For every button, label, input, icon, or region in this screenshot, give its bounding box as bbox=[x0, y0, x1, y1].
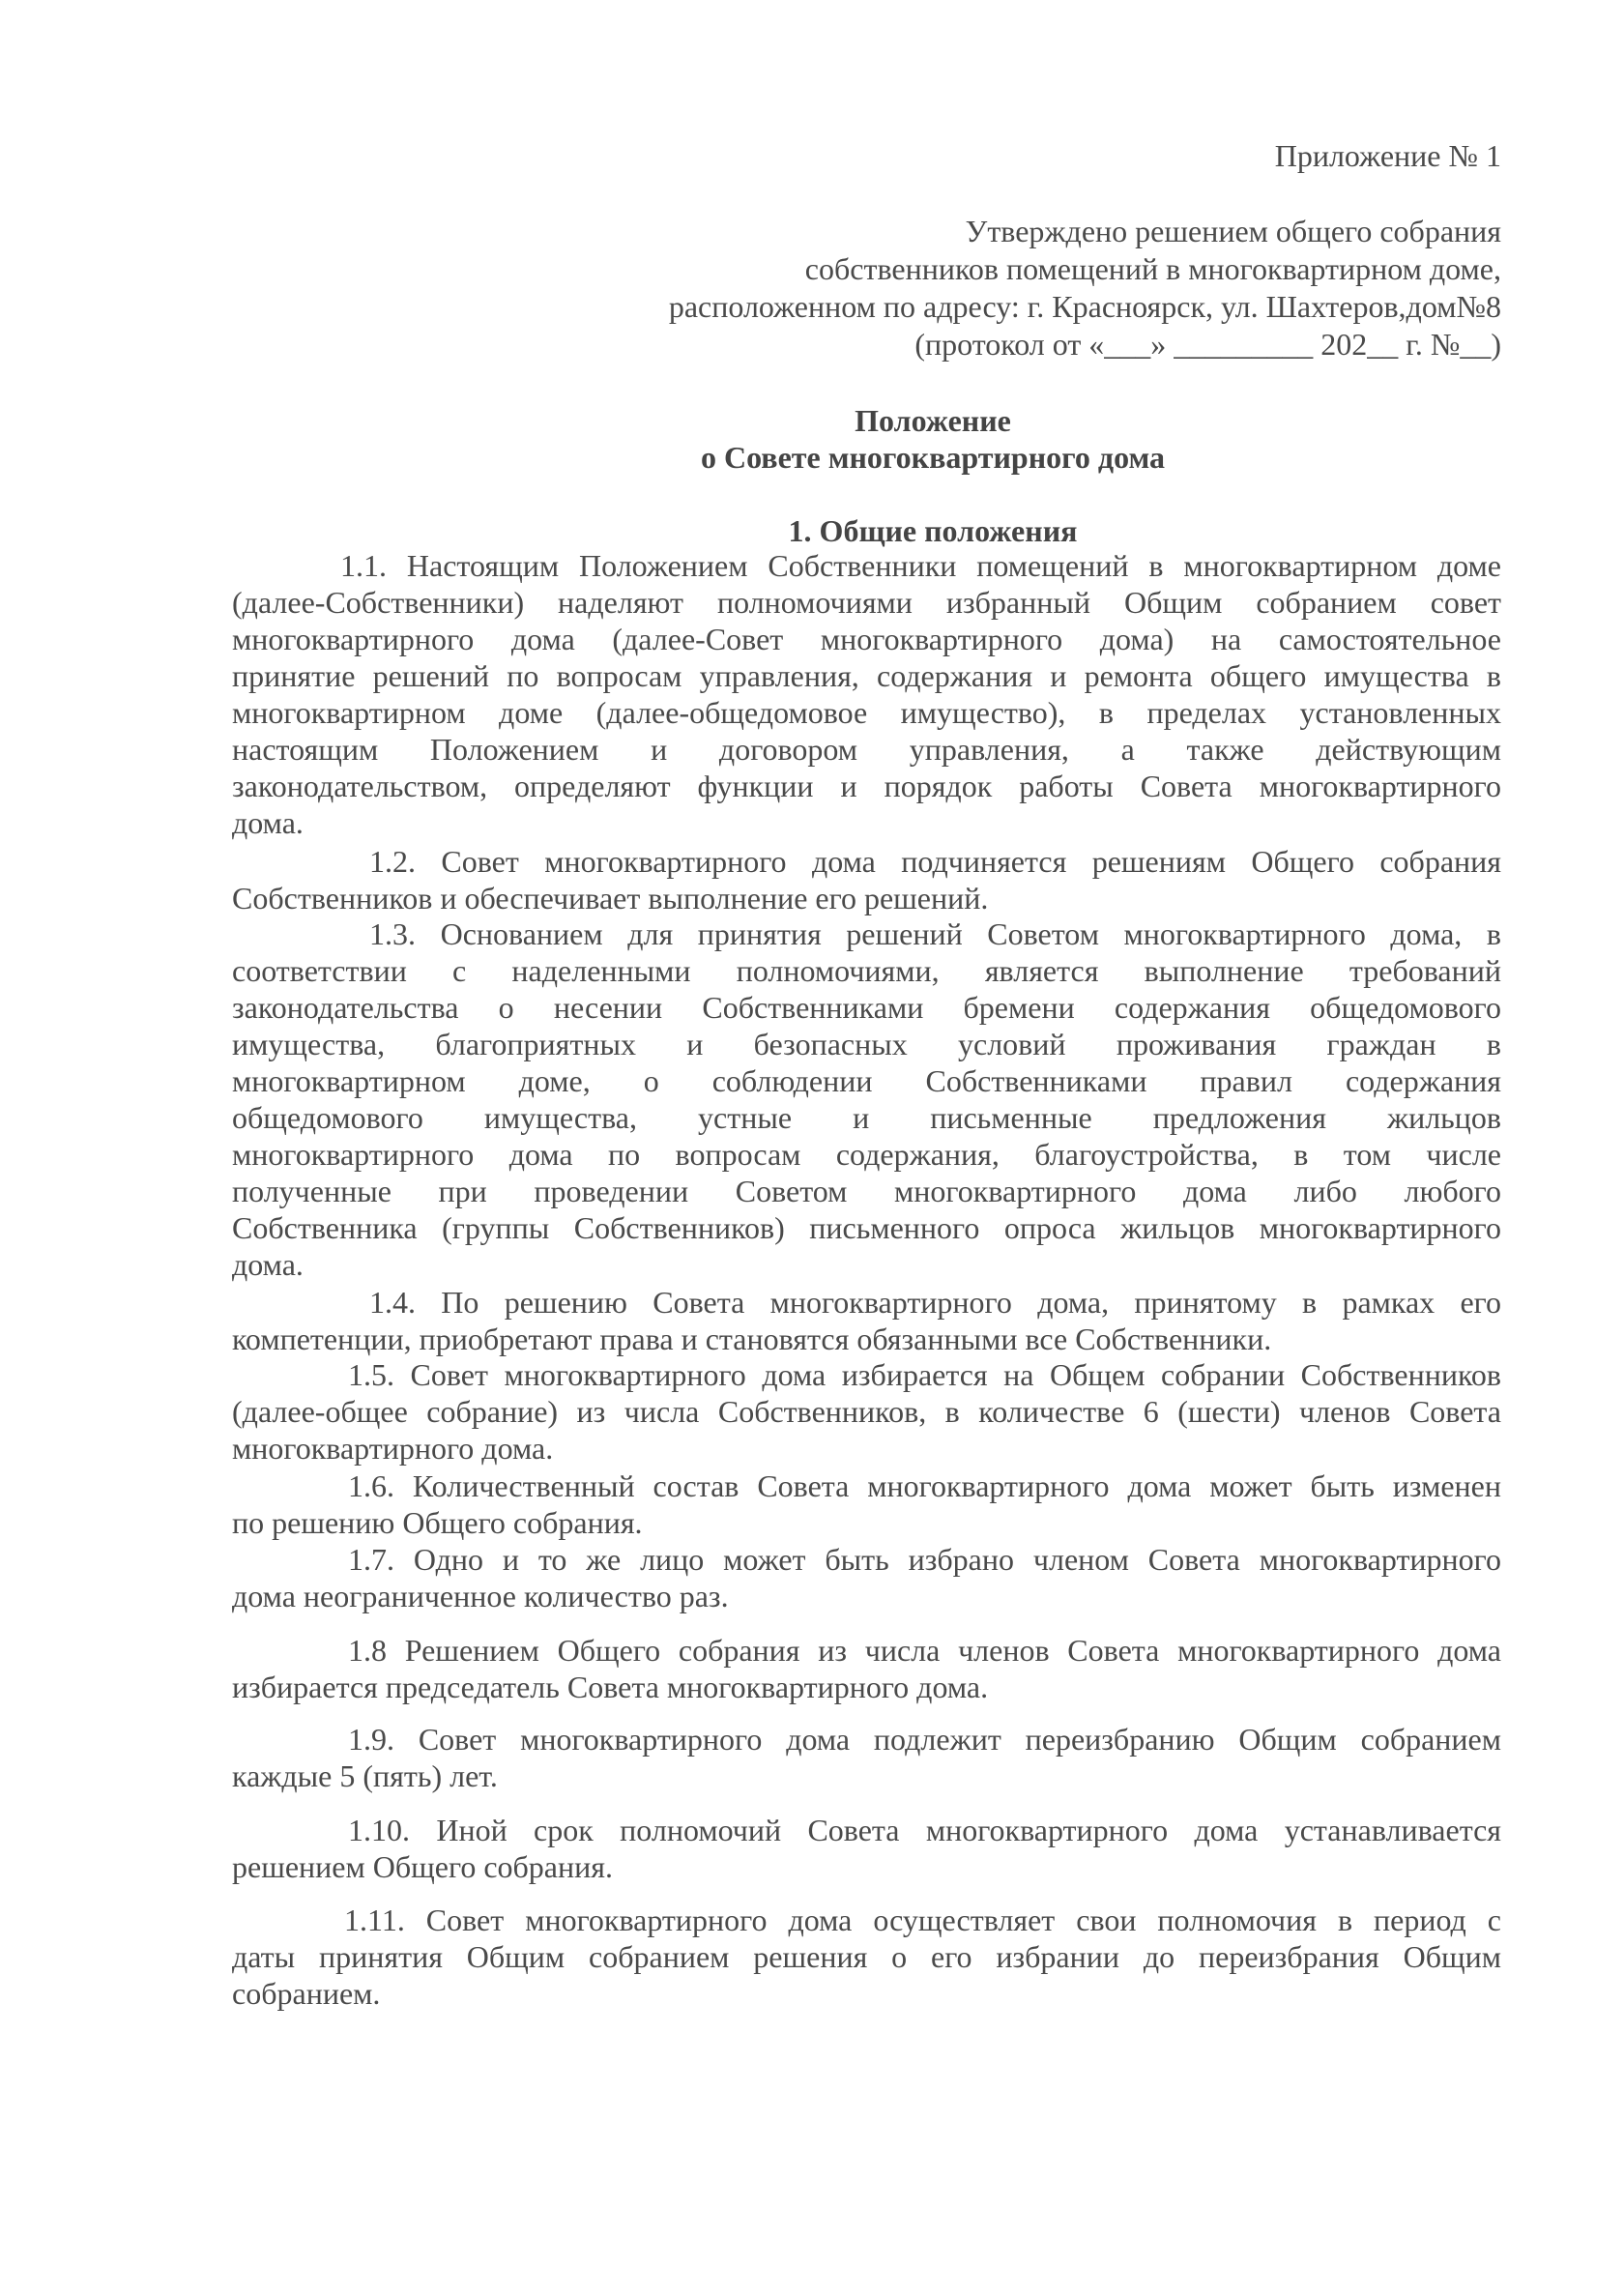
paragraph-line: многоквартирном доме, о соблюдении Собственниками правил содержания bbox=[232, 1063, 1501, 1098]
section-heading: 1. Общие положения bbox=[788, 513, 1078, 548]
paragraph bbox=[232, 1467, 1501, 1541]
paragraph-line: по решению Общего собрания. bbox=[232, 1505, 643, 1540]
paragraph-line: дома. bbox=[232, 1247, 304, 1282]
approval-line: Утверждено решением общего собрания bbox=[965, 214, 1501, 248]
approval-line: (протокол от «___» _________ 202__ г. №__) bbox=[914, 327, 1501, 362]
paragraph-line: Собственника (группы Собственников) письменного опроса жильцов многоквартирного bbox=[232, 1210, 1501, 1245]
title-line-1: Положение bbox=[855, 403, 1011, 438]
appendix-label: Приложение № 1 bbox=[1274, 138, 1501, 173]
paragraph-line: законодательства о несении Собственниками бремени содержания общедомового bbox=[232, 990, 1501, 1025]
paragraph-line: 1.9. Совет многоквартирного дома подлежит переизбранию Общим собранием bbox=[348, 1722, 1501, 1757]
paragraph-line: (далее-общее собрание) из числа Собственников, в количестве 6 (шести) членов Совета bbox=[232, 1394, 1501, 1429]
paragraph-line: полученные при проведении Советом многоквартирного дома либо любого bbox=[232, 1174, 1501, 1208]
paragraph-line: настоящим Положением и договором управления, а также действующим bbox=[232, 732, 1501, 767]
paragraph bbox=[232, 547, 1501, 841]
paragraph bbox=[232, 1902, 1501, 2012]
paragraph-line: соответствии с наделенными полномочиями, является выполнение требований bbox=[232, 953, 1501, 988]
paragraph-line: принятие решений по вопросам управления, содержания и ремонта общего имущества в bbox=[232, 658, 1501, 693]
paragraph-line: многоквартирного дома по вопросам содержания, благоустройства, в том числе bbox=[232, 1137, 1501, 1172]
title-line-2: о Совете многоквартирного дома bbox=[700, 440, 1166, 475]
paragraph-line: 1.7. Одно и то же лицо может быть избрано членом Совета многоквартирного bbox=[348, 1542, 1501, 1577]
approval-line: расположенном по адресу: г. Красноярск, ул. Шахтеров,дом№8 bbox=[668, 289, 1501, 324]
paragraph-line: 1.11. Совет многоквартирного дома осуществляет свои полномочия в период с bbox=[344, 1903, 1501, 1937]
paragraph-line: собранием. bbox=[232, 1976, 381, 2011]
paragraph-line: 1.10. Иной срок полномочий Совета многоквартирного дома устанавливается bbox=[348, 1813, 1501, 1847]
paragraph-line: многоквартирного дома (далее-Совет многоквартирного дома) на самостоятельное bbox=[232, 622, 1501, 656]
paragraph-line: 1.5. Совет многоквартирного дома избирается на Общем собрании Собственников bbox=[348, 1357, 1501, 1392]
paragraph-line: избирается председатель Совета многоквартирного дома. bbox=[232, 1670, 989, 1704]
paragraph bbox=[232, 915, 1501, 1283]
paragraph-line: компетенции, приобретают права и становятся обязанными все Собственники. bbox=[232, 1322, 1272, 1356]
approval-line: собственников помещений в многоквартирном доме, bbox=[804, 251, 1501, 286]
paragraph-line: общедомового имущества, устные и письменные предложения жильцов bbox=[232, 1100, 1501, 1135]
paragraph bbox=[232, 1812, 1501, 1885]
paragraph-line: 1.4. По решению Совета многоквартирного дома, принятому в рамках его bbox=[369, 1285, 1501, 1320]
paragraph-line: 1.3. Основанием для принятия решений Советом многоквартирного дома, в bbox=[369, 916, 1501, 951]
paragraph bbox=[232, 1632, 1501, 1705]
paragraph-line: многоквартирном доме (далее-общедомовое имущество), в пределах установленных bbox=[232, 695, 1501, 730]
paragraph-line: дома неограниченное количество раз. bbox=[232, 1579, 729, 1613]
paragraph-line: многоквартирного дома. bbox=[232, 1431, 554, 1466]
paragraph-line: 1.8 Решением Общего собрания из числа членов Совета многоквартирного дома bbox=[348, 1633, 1501, 1668]
paragraph-line: 1.1. Настоящим Положением Собственники помещений в многоквартирном доме bbox=[340, 548, 1501, 583]
paragraph bbox=[232, 1284, 1501, 1357]
paragraph-line: 1.2. Совет многоквартирного дома подчиняется решениям Общего собрания bbox=[369, 844, 1501, 879]
paragraph-line: Собственников и обеспечивает выполнение его решений. bbox=[232, 881, 989, 915]
paragraph-line: 1.6. Количественный состав Совета многоквартирного дома может быть изменен bbox=[348, 1468, 1501, 1503]
paragraph-line: каждые 5 (пять) лет. bbox=[232, 1758, 498, 1793]
paragraph-line: дома. bbox=[232, 805, 304, 840]
paragraph bbox=[232, 843, 1501, 916]
paragraph-line: имущества, благоприятных и безопасных условий проживания граждан в bbox=[232, 1027, 1501, 1061]
paragraph-line: законодательством, определяют функции и порядок работы Совета многоквартирного bbox=[232, 769, 1501, 803]
paragraph bbox=[232, 1541, 1501, 1614]
paragraph bbox=[232, 1356, 1501, 1467]
paragraph bbox=[232, 1721, 1501, 1794]
paragraph-line: (далее-Собственники) наделяют полномочиями избранный Общим собранием совет bbox=[232, 585, 1501, 620]
paragraph-line: даты принятия Общим собранием решения о его избрании до переизбрания Общим bbox=[232, 1939, 1501, 1974]
paragraph-line: решением Общего собрания. bbox=[232, 1849, 613, 1884]
